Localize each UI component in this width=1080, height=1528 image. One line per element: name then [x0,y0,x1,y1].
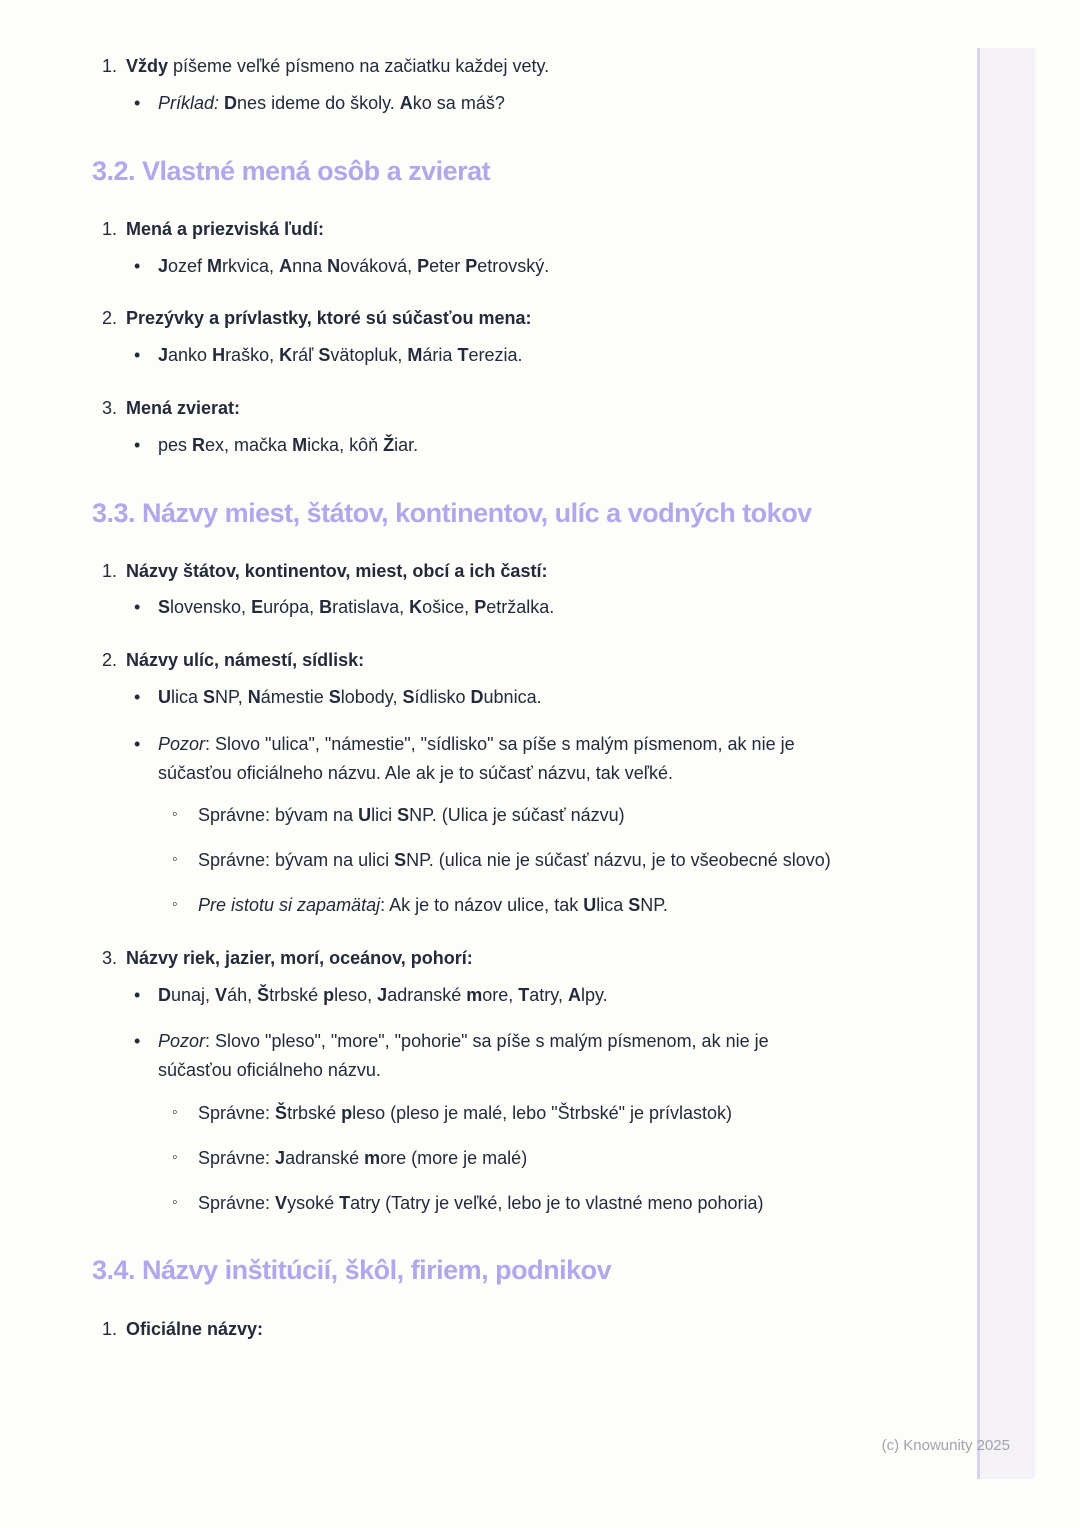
bullet-marker: • [134,984,141,1005]
item-text: Správne: Vysoké Tatry (Tatry je veľké, lebo je to vlastné meno pohoria) [198,1192,764,1213]
item-text: Pozor: Slovo "pleso", "more", "pohorie" sa píše s malým písmenom, ak nie je súčasťou oficiálneho názvu. [158,1031,769,1081]
circle-list-item [172,1189,834,1218]
item-text: Názvy ulíc, námestí, sídlisk: [126,650,365,671]
list-number: 3. [102,947,118,968]
section-heading [92,1251,834,1290]
bullet-marker: • [134,255,141,276]
bullet-list-item [134,1027,834,1085]
numbered-list-item [102,646,834,675]
numbered-list-item [102,215,834,244]
bullet-list-item [134,683,834,712]
item-text: Názvy štátov, kontinentov, miest, obcí a ich častí: [126,560,548,581]
item-text: Dunaj, Váh, Štrbské pleso, Jadranské more, Tatry, Alpy. [158,984,608,1005]
circle-list-item [172,801,834,830]
footer-copyright: (c) Knowunity 2025 [881,1437,1010,1454]
item-text: Pozor: Slovo "ulica", "námestie", "sídlisko" sa píše s malým písmenom, ak nie je súčasťou oficiálneho názvu. Ale ak je to súčasť názvu, tak veľké. [158,733,795,783]
bullet-marker: • [134,434,141,455]
bullet-list-item [134,981,834,1010]
section-heading [92,152,834,191]
numbered-list-item [102,944,834,973]
item-text: Názvy riek, jazier, morí, oceánov, pohorí: [126,947,473,968]
item-text: Oficiálne názvy: [126,1318,264,1339]
bullet-marker: ◦ [172,1148,178,1166]
bullet-marker: • [134,1031,141,1052]
numbered-list-item [102,394,834,423]
numbered-list-item [102,557,834,586]
item-text: Slovensko, Európa, Bratislava, Košice, Petržalka. [158,597,555,618]
next-page-edge [977,48,1035,1479]
numbered-list-item [102,304,834,333]
section-heading [92,494,834,533]
bullet-list-item [134,89,834,118]
bullet-marker: ◦ [172,806,178,824]
bullet-marker: • [134,345,141,366]
bullet-list-item [134,341,834,370]
item-text: Jozef Mrkvica, Anna Nováková, Peter Petrovský. [158,255,550,276]
bullet-marker: • [134,687,141,708]
bullet-marker: ◦ [172,1193,178,1211]
circle-list-item [172,1099,834,1128]
circle-list-item [172,846,834,875]
item-text: Správne: Jadranské more (more je malé) [198,1147,528,1168]
item-text: Pre istotu si zapamätaj: Ak je to názov ulice, tak Ulica SNP. [198,895,668,916]
list-number: 1. [102,56,118,76]
bullet-list-item [134,593,834,622]
list-number: 2. [102,650,118,671]
heading-text: 3.4. Názvy inštitúcií, škôl, firiem, podnikov [92,1255,612,1286]
item-text: Príklad: Dnes ideme do školy. Ako sa máš? [158,92,505,113]
list-number: 1. [102,218,118,239]
list-number: 2. [102,308,118,329]
item-text: Mená a priezviská ľudí: [126,218,324,239]
item-text: Vždy píšeme veľké písmeno na začiatku každej vety. [126,56,550,76]
list-number: 1. [102,1318,118,1339]
item-text: Správne: bývam na Ulici SNP. (Ulica je súčasť názvu) [198,805,625,826]
bullet-marker: • [134,92,141,113]
bullet-marker: • [134,733,141,754]
item-text: Ulica SNP, Námestie Slobody, Sídlisko Dubnica. [158,687,542,708]
list-number: 1. [102,560,118,581]
list-number: 3. [102,397,118,418]
document-content [92,52,834,1343]
circle-list-item [172,1144,834,1173]
item-text: Správne: Štrbské pleso (pleso je malé, lebo "Štrbské" je prívlastok) [198,1103,733,1124]
bullet-list-item [134,730,834,788]
bullet-list-item [134,431,834,460]
bullet-marker: ◦ [172,1104,178,1122]
item-text: Janko Hraško, Kráľ Svätopluk, Mária Terezia. [158,345,523,366]
item-text: Mená zvierat: [126,397,241,418]
circle-list-item [172,891,834,920]
bullet-marker: • [134,597,141,618]
heading-text: 3.2. Vlastné mená osôb a zvierat [92,155,491,186]
item-text: Správne: bývam na ulici SNP. (ulica nie je súčasť názvu, je to všeobecné slovo) [198,850,831,871]
bullet-marker: ◦ [172,896,178,914]
bullet-marker: ◦ [172,851,178,869]
heading-text: 3.3. Názvy miest, štátov, kontinentov, ulíc a vodných tokov [92,497,812,528]
numbered-list-item [102,1315,834,1344]
item-text: Prezývky a prívlastky, ktoré sú súčasťou mena: [126,308,532,329]
numbered-list-item [102,52,834,81]
bullet-list-item [134,252,834,281]
item-text: pes Rex, mačka Micka, kôň Žiar. [158,434,419,455]
